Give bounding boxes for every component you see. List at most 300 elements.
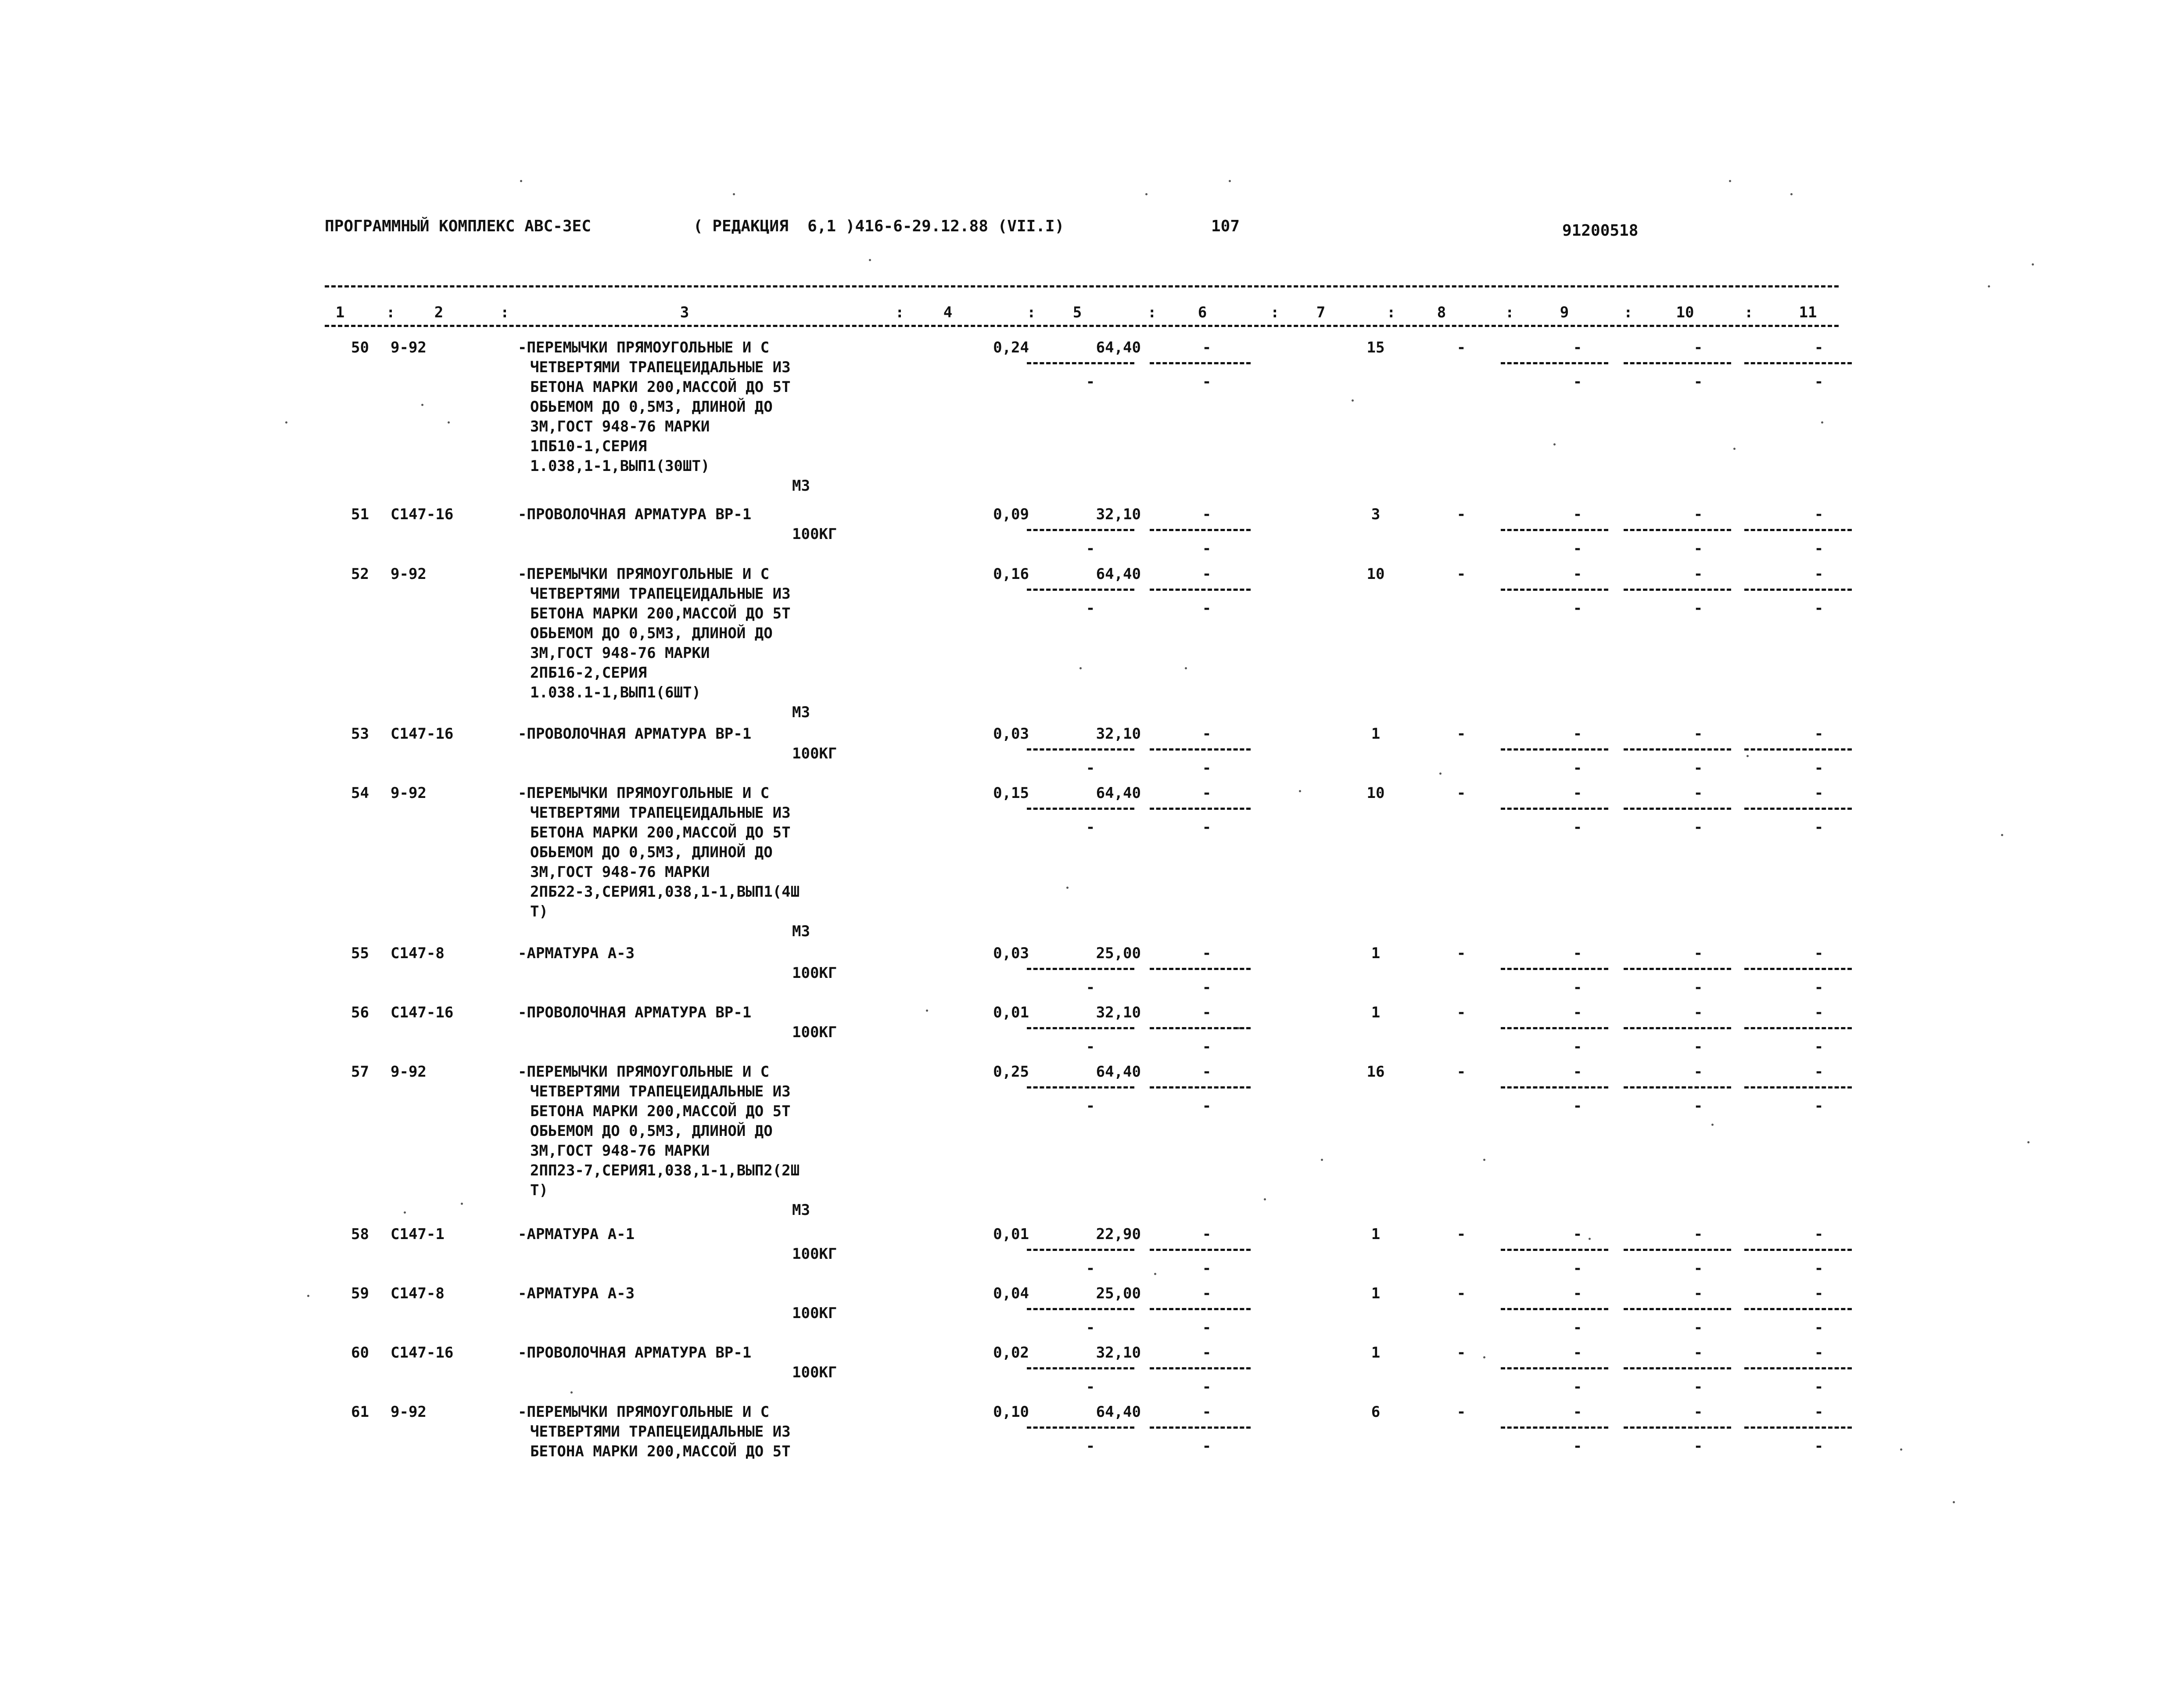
cell-col6: - <box>1202 945 1212 962</box>
column-header-5: 5 <box>1072 304 1082 321</box>
cell-col10: - <box>1693 1344 1703 1362</box>
subtotal-rule-col5 <box>1027 1086 1134 1089</box>
subtotal-rule-col6 <box>1150 748 1251 751</box>
row-description-line: ОБЬЕМОМ ДО 0,5М3, ДЛИНОЙ ДО <box>530 844 773 861</box>
subtotal-rule-col6 <box>1150 1308 1251 1310</box>
subtotal-rule-col10 <box>1624 1426 1731 1429</box>
row-unit: М3 <box>792 1201 810 1219</box>
row-description-line: -ПРОВОЛОЧНАЯ АРМАТУРА ВР-1 <box>518 506 752 523</box>
cell-col7: 1 <box>1371 1225 1381 1243</box>
cell-col11-sub: - <box>1814 373 1824 391</box>
column-header-11: 11 <box>1799 304 1817 321</box>
row-description-line: -АРМАТУРА А-1 <box>518 1225 635 1243</box>
cell-col9-sub: - <box>1573 819 1582 836</box>
subtotal-rule-col5 <box>1027 1027 1134 1029</box>
row-description-line: 1ПБ10-1,СЕРИЯ <box>530 438 647 455</box>
scan-speckle <box>1733 448 1736 450</box>
cell-col11-sub: - <box>1814 1378 1824 1396</box>
row-description-line: 2ПП23-7,СЕРИЯ1,038,1-1,ВЫП2(2Ш <box>530 1162 800 1179</box>
row-code: С147-16 <box>391 506 454 523</box>
cell-col9: - <box>1573 1403 1582 1421</box>
cell-col10-sub: - <box>1693 819 1703 836</box>
cell-col9-sub: - <box>1573 759 1582 777</box>
row-description-line: БЕТОНА МАРКИ 200,МАССОЙ ДО 5Т <box>530 378 791 396</box>
cell-col5: 64,40 <box>1096 339 1141 356</box>
subtotal-rule-col6 <box>1150 589 1251 591</box>
cell-col4: 0,10 <box>993 1403 1029 1421</box>
subtotal-rule-col6 <box>1150 362 1251 364</box>
subtotal-rule-col10 <box>1624 1367 1731 1369</box>
cell-col6-sub: - <box>1202 819 1212 836</box>
subtotal-rule-col6 <box>1150 1027 1251 1029</box>
subtotal-rule-col10 <box>1624 808 1731 810</box>
cell-col4: 0,09 <box>993 506 1029 523</box>
scan-speckle <box>2032 263 2034 266</box>
row-description-line: 2ПБ22-3,СЕРИЯ1,038,1-1,ВЫП1(4Ш <box>530 883 800 901</box>
column-header-1: 1 <box>335 304 345 321</box>
column-header-10: 10 <box>1676 304 1694 321</box>
row-code: 9-92 <box>391 565 427 583</box>
cell-col10-sub: - <box>1693 979 1703 996</box>
row-number: 55 <box>351 945 369 962</box>
subtotal-rule-col9 <box>1501 968 1608 970</box>
cell-col6: - <box>1202 1004 1212 1021</box>
cell-col6-sub: - <box>1202 759 1212 777</box>
subtotal-rule-col11 <box>1744 1308 1852 1310</box>
cell-col6-sub: - <box>1202 1378 1212 1396</box>
row-unit: 100КГ <box>792 964 837 982</box>
program-title: ПРОГРАММНЫЙ КОМПЛЕКС АВС-3ЕС <box>325 217 591 235</box>
subtotal-rule-col6 <box>1150 1249 1251 1251</box>
subtotal-rule-col11 <box>1744 529 1852 531</box>
subtotal-rule-col9 <box>1501 748 1608 751</box>
row-number: 61 <box>351 1403 369 1421</box>
row-description-line: БЕТОНА МАРКИ 200,МАССОЙ ДО 5Т <box>530 824 791 841</box>
column-header-4: 4 <box>943 304 953 321</box>
cell-col10-sub: - <box>1693 1260 1703 1277</box>
cell-col11-sub: - <box>1814 1319 1824 1337</box>
cell-col10-sub: - <box>1693 373 1703 391</box>
cell-col7: 1 <box>1371 1004 1381 1021</box>
row-unit: 100КГ <box>792 1024 837 1041</box>
scan-speckle <box>926 1010 928 1012</box>
cell-col9-sub: - <box>1573 373 1582 391</box>
cell-col11: - <box>1814 1225 1824 1243</box>
cell-col6: - <box>1202 725 1212 743</box>
cell-col9: - <box>1573 1344 1582 1362</box>
cell-col5-sub: - <box>1086 540 1095 557</box>
row-description-line: -ПЕРЕМЫЧКИ ПРЯМОУГОЛЬНЫЕ И С <box>518 565 770 583</box>
cell-col8: - <box>1456 1004 1466 1021</box>
cell-col8: - <box>1456 1225 1466 1243</box>
row-description-line: 3М,ГОСТ 948-76 МАРКИ <box>530 1142 710 1160</box>
column-separator: : <box>500 304 509 321</box>
cell-col10: - <box>1693 1403 1703 1421</box>
scan-speckle <box>285 421 287 424</box>
row-description-line: -АРМАТУРА А-3 <box>518 1285 635 1302</box>
cell-col8: - <box>1456 725 1466 743</box>
row-unit: М3 <box>792 704 810 721</box>
scan-speckle <box>1483 1159 1485 1161</box>
cell-col9-sub: - <box>1573 600 1582 617</box>
row-description-line: БЕТОНА МАРКИ 200,МАССОЙ ДО 5Т <box>530 1443 791 1460</box>
scan-speckle <box>1066 887 1069 889</box>
subtotal-rule-col10 <box>1624 1027 1731 1029</box>
cell-col6-sub: - <box>1202 1437 1212 1455</box>
cell-col4: 0,03 <box>993 945 1029 962</box>
subtotal-rule-col5 <box>1027 362 1134 364</box>
cell-col11-sub: - <box>1814 1260 1824 1277</box>
row-description-line: 3М,ГОСТ 948-76 МАРКИ <box>530 418 710 435</box>
cell-col8: - <box>1456 565 1466 583</box>
cell-col6: - <box>1202 1285 1212 1302</box>
cell-col5: 25,00 <box>1096 945 1141 962</box>
row-description-line: ОБЬЕМОМ ДО 0,5М3, ДЛИНОЙ ДО <box>530 398 773 416</box>
column-header-9: 9 <box>1560 304 1569 321</box>
cell-col4: 0,15 <box>993 784 1029 802</box>
cell-col10: - <box>1693 565 1703 583</box>
column-separator: : <box>386 304 395 321</box>
row-code: С147-8 <box>391 1285 445 1302</box>
scan-speckle <box>1746 755 1749 757</box>
cell-col6: - <box>1202 1344 1212 1362</box>
scan-speckle <box>448 421 450 424</box>
cell-col5-sub: - <box>1086 759 1095 777</box>
cell-col10: - <box>1693 1004 1703 1021</box>
row-code: С147-1 <box>391 1225 445 1243</box>
row-number: 53 <box>351 725 369 743</box>
cell-col5: 25,00 <box>1096 1285 1141 1302</box>
row-description-line: ЧЕТВЕРТЯМИ ТРАПЕЦЕИДАЛЬНЫЕ ИЗ <box>530 1083 791 1100</box>
row-unit: М3 <box>792 923 810 940</box>
scan-speckle <box>1299 790 1301 792</box>
cell-col5-sub: - <box>1086 819 1095 836</box>
cell-col6: - <box>1202 506 1212 523</box>
row-code: С147-16 <box>391 725 454 743</box>
cell-col9-sub: - <box>1573 1260 1582 1277</box>
row-number: 59 <box>351 1285 369 1302</box>
cell-col9: - <box>1573 506 1582 523</box>
subtotal-rule-col5 <box>1027 529 1134 531</box>
document-code: 91200518 <box>1562 222 1639 240</box>
scan-speckle <box>1589 1238 1591 1240</box>
row-number: 57 <box>351 1063 369 1081</box>
cell-col8: - <box>1456 784 1466 802</box>
scan-speckle <box>421 404 423 406</box>
cell-col4: 0,04 <box>993 1285 1029 1302</box>
cell-col7: 1 <box>1371 1285 1381 1302</box>
row-unit: 100КГ <box>792 1304 837 1322</box>
scan-speckle <box>869 259 871 261</box>
cell-col11: - <box>1814 506 1824 523</box>
scan-speckle <box>1264 1198 1266 1200</box>
scan-speckle <box>1900 1448 1902 1451</box>
cell-col11-sub: - <box>1814 979 1824 996</box>
cell-col5: 64,40 <box>1096 1403 1141 1421</box>
subtotal-rule-col6 <box>1150 1426 1251 1429</box>
scan-speckle <box>1553 443 1556 446</box>
cell-col7: 6 <box>1371 1403 1381 1421</box>
cell-col10-sub: - <box>1693 1038 1703 1056</box>
row-description-line: -ПЕРЕМЫЧКИ ПРЯМОУГОЛЬНЫЕ И С <box>518 784 770 802</box>
cell-col8: - <box>1456 1063 1466 1081</box>
scan-speckle <box>1988 285 1990 287</box>
row-description-line: -ПРОВОЛОЧНАЯ АРМАТУРА ВР-1 <box>518 725 752 743</box>
cell-col9-sub: - <box>1573 1097 1582 1115</box>
cell-col10-sub: - <box>1693 759 1703 777</box>
subtotal-rule-col10 <box>1624 968 1731 970</box>
row-description-line: ЧЕТВЕРТЯМИ ТРАПЕЦЕИДАЛЬНЫЕ ИЗ <box>530 804 791 822</box>
cell-col10: - <box>1693 784 1703 802</box>
cell-col5-sub: - <box>1086 1319 1095 1337</box>
scan-speckle <box>2027 1141 2030 1143</box>
row-description-line: -АРМАТУРА А-3 <box>518 945 635 962</box>
subtotal-rule-col5 <box>1027 1367 1134 1369</box>
column-separator: : <box>1387 304 1396 321</box>
row-code: С147-8 <box>391 945 445 962</box>
subtotal-rule-col9 <box>1501 1086 1608 1089</box>
cell-col5-sub: - <box>1086 1378 1095 1396</box>
cell-col9-sub: - <box>1573 540 1582 557</box>
column-separator: : <box>1624 304 1633 321</box>
cell-col11: - <box>1814 339 1824 356</box>
scan-speckle <box>1821 421 1823 424</box>
cell-col10: - <box>1693 945 1703 962</box>
row-description-line: ОБЬЕМОМ ДО 0,5М3, ДЛИНОЙ ДО <box>530 1122 773 1140</box>
cell-col7: 1 <box>1371 725 1381 743</box>
subtotal-rule-col5 <box>1027 1426 1134 1429</box>
subtotal-rule-col6 <box>1150 529 1251 531</box>
scan-speckle <box>1439 772 1442 775</box>
column-header-6: 6 <box>1198 304 1207 321</box>
page-number: 107 <box>1211 217 1240 235</box>
cell-col6-sub: - <box>1202 979 1212 996</box>
scan-speckle <box>1729 180 1731 182</box>
cell-col10: - <box>1693 1225 1703 1243</box>
cell-col5: 64,40 <box>1096 565 1141 583</box>
cell-col11-sub: - <box>1814 1038 1824 1056</box>
cell-col11: - <box>1814 1403 1824 1421</box>
cell-col5: 64,40 <box>1096 1063 1141 1081</box>
cell-col8: - <box>1456 945 1466 962</box>
cell-col9: - <box>1573 1063 1582 1081</box>
cell-col5: 32,10 <box>1096 725 1141 743</box>
cell-col11-sub: - <box>1814 759 1824 777</box>
column-header-2: 2 <box>434 304 444 321</box>
cell-col4: 0,16 <box>993 565 1029 583</box>
column-separator: : <box>1027 304 1036 321</box>
cell-col5-sub: - <box>1086 1097 1095 1115</box>
cell-col4: 0,01 <box>993 1004 1029 1021</box>
cell-col9-sub: - <box>1573 1038 1582 1056</box>
subtotal-rule-col6 <box>1150 808 1251 810</box>
cell-col11: - <box>1814 1285 1824 1302</box>
subtotal-rule-col5 <box>1027 1249 1134 1251</box>
cell-col4: 0,01 <box>993 1225 1029 1243</box>
cell-col4: 0,25 <box>993 1063 1029 1081</box>
cell-col9-sub: - <box>1573 1437 1582 1455</box>
row-number: 60 <box>351 1344 369 1362</box>
scan-speckle <box>1154 1273 1156 1275</box>
cell-col10-sub: - <box>1693 540 1703 557</box>
cell-col10-sub: - <box>1693 600 1703 617</box>
subtotal-rule-col11 <box>1744 1086 1852 1089</box>
cell-col4: 0,24 <box>993 339 1029 356</box>
cell-col6-sub: - <box>1202 540 1212 557</box>
row-description-line: -ПРОВОЛОЧНАЯ АРМАТУРА ВР-1 <box>518 1344 752 1362</box>
row-number: 58 <box>351 1225 369 1243</box>
subtotal-rule-col9 <box>1501 1426 1608 1429</box>
row-code: 9-92 <box>391 784 427 802</box>
cell-col6-sub: - <box>1202 1097 1212 1115</box>
cell-col11-sub: - <box>1814 600 1824 617</box>
row-description-line: -ПЕРЕМЫЧКИ ПРЯМОУГОЛЬНЫЕ И С <box>518 339 770 356</box>
row-description-line: 3М,ГОСТ 948-76 МАРКИ <box>530 863 710 881</box>
subtotal-rule-col9 <box>1501 362 1608 364</box>
cell-col9: - <box>1573 1004 1582 1021</box>
subtotal-rule-col11 <box>1744 1426 1852 1429</box>
cell-col6-sub: - <box>1202 600 1212 617</box>
scan-speckle <box>1185 667 1187 669</box>
subtotal-rule-col6 <box>1150 1086 1251 1089</box>
subtotal-rule-col5 <box>1027 748 1134 751</box>
cell-col10: - <box>1693 1063 1703 1081</box>
subtotal-rule-col5 <box>1027 1308 1134 1310</box>
scan-speckle <box>1352 399 1354 402</box>
cell-col7: 1 <box>1371 1344 1381 1362</box>
scan-speckle <box>570 1391 573 1394</box>
cell-col7: 1 <box>1371 945 1381 962</box>
subtotal-rule-col10 <box>1624 1308 1731 1310</box>
row-description-line: ОБЬЕМОМ ДО 0,5М3, ДЛИНОЙ ДО <box>530 625 773 642</box>
cell-col5-sub: - <box>1086 1038 1095 1056</box>
cell-col10-sub: - <box>1693 1097 1703 1115</box>
subtotal-rule-col11 <box>1744 1027 1852 1029</box>
column-separator: : <box>895 304 904 321</box>
column-separator: : <box>1270 304 1280 321</box>
subtotal-rule-col5 <box>1027 968 1134 970</box>
subtotal-rule-col5 <box>1027 589 1134 591</box>
cell-col6: - <box>1202 1063 1212 1081</box>
scan-speckle <box>733 193 735 195</box>
row-code: С147-16 <box>391 1004 454 1021</box>
column-header-7: 7 <box>1316 304 1326 321</box>
cell-col11: - <box>1814 784 1824 802</box>
subtotal-rule-col10 <box>1624 589 1731 591</box>
table-header-rule <box>325 325 1839 327</box>
cell-col9-sub: - <box>1573 979 1582 996</box>
cell-col9: - <box>1573 725 1582 743</box>
cell-col10-sub: - <box>1693 1319 1703 1337</box>
cell-col8: - <box>1456 1403 1466 1421</box>
subtotal-rule-col11 <box>1744 1367 1852 1369</box>
cell-col6: - <box>1202 1403 1212 1421</box>
column-separator: : <box>1744 304 1754 321</box>
subtotal-rule-col11 <box>1744 1249 1852 1251</box>
scan-speckle <box>1321 1159 1323 1161</box>
subtotal-rule-col10 <box>1624 748 1731 751</box>
cell-col10-sub: - <box>1693 1437 1703 1455</box>
cell-col9: - <box>1573 784 1582 802</box>
subtotal-rule-col9 <box>1501 1249 1608 1251</box>
row-code: С147-16 <box>391 1344 454 1362</box>
cell-col4: 0,02 <box>993 1344 1029 1362</box>
subtotal-rule-col11 <box>1744 362 1852 364</box>
scan-speckle <box>1711 1124 1714 1126</box>
cell-col6-sub: - <box>1202 1260 1212 1277</box>
row-unit: 100КГ <box>792 1364 837 1381</box>
cell-col11-sub: - <box>1814 1437 1824 1455</box>
cell-col10: - <box>1693 725 1703 743</box>
scan-speckle <box>307 1295 309 1297</box>
cell-col10-sub: - <box>1693 1378 1703 1396</box>
cell-col6-sub: - <box>1202 1038 1212 1056</box>
cell-col5-sub: - <box>1086 1437 1095 1455</box>
subtotal-rule-col11 <box>1744 589 1852 591</box>
scan-speckle <box>1953 1501 1955 1503</box>
row-description-line: БЕТОНА МАРКИ 200,МАССОЙ ДО 5Т <box>530 1103 791 1120</box>
scan-speckle <box>404 1211 406 1214</box>
cell-col6: - <box>1202 565 1212 583</box>
scan-speckle <box>1483 1356 1485 1358</box>
cell-col11-sub: - <box>1814 1097 1824 1115</box>
cell-col5-sub: - <box>1086 1260 1095 1277</box>
row-description-line: БЕТОНА МАРКИ 200,МАССОЙ ДО 5Т <box>530 605 791 622</box>
subtotal-rule-col9 <box>1501 1367 1608 1369</box>
subtotal-rule-col10 <box>1624 529 1731 531</box>
scan-speckle <box>520 180 522 182</box>
row-number: 51 <box>351 506 369 523</box>
cell-col9-sub: - <box>1573 1378 1582 1396</box>
row-number: 50 <box>351 339 369 356</box>
row-unit: 100КГ <box>792 745 837 762</box>
row-code: 9-92 <box>391 1063 427 1081</box>
row-description-line: Т) <box>530 1182 548 1199</box>
row-description-line: Т) <box>530 903 548 920</box>
cell-col9: - <box>1573 339 1582 356</box>
cell-col5-sub: - <box>1086 373 1095 391</box>
cell-col5: 22,90 <box>1096 1225 1141 1243</box>
table-top-rule <box>325 285 1839 287</box>
cell-col10: - <box>1693 339 1703 356</box>
scan-speckle <box>1145 193 1148 195</box>
scan-speckle <box>1079 667 1082 669</box>
row-description-line: ЧЕТВЕРТЯМИ ТРАПЕЦЕИДАЛЬНЫЕ ИЗ <box>530 585 791 603</box>
cell-col8: - <box>1456 1285 1466 1302</box>
subtotal-rule-col11 <box>1744 968 1852 970</box>
subtotal-rule-col9 <box>1501 589 1608 591</box>
cell-col5: 32,10 <box>1096 506 1141 523</box>
row-description-line: ЧЕТВЕРТЯМИ ТРАПЕЦЕИДАЛЬНЫЕ ИЗ <box>530 1423 791 1441</box>
row-description-line: ЧЕТВЕРТЯМИ ТРАПЕЦЕИДАЛЬНЫЕ ИЗ <box>530 359 791 376</box>
column-separator: : <box>1148 304 1157 321</box>
cell-col9: - <box>1573 1225 1582 1243</box>
cell-col8: - <box>1456 506 1466 523</box>
cell-col7: 15 <box>1366 339 1385 356</box>
cell-col9-sub: - <box>1573 1319 1582 1337</box>
cell-col5-sub: - <box>1086 600 1095 617</box>
cell-col9: - <box>1573 1285 1582 1302</box>
row-number: 56 <box>351 1004 369 1021</box>
row-description-line: -ПЕРЕМЫЧКИ ПРЯМОУГОЛЬНЫЕ И С <box>518 1063 770 1081</box>
scan-speckle <box>1790 193 1793 195</box>
cell-col5: 32,10 <box>1096 1344 1141 1362</box>
row-number: 54 <box>351 784 369 802</box>
row-code: 9-92 <box>391 1403 427 1421</box>
cell-col11-sub: - <box>1814 540 1824 557</box>
row-description-line: 3М,ГОСТ 948-76 МАРКИ <box>530 644 710 662</box>
row-unit: 100КГ <box>792 525 837 543</box>
